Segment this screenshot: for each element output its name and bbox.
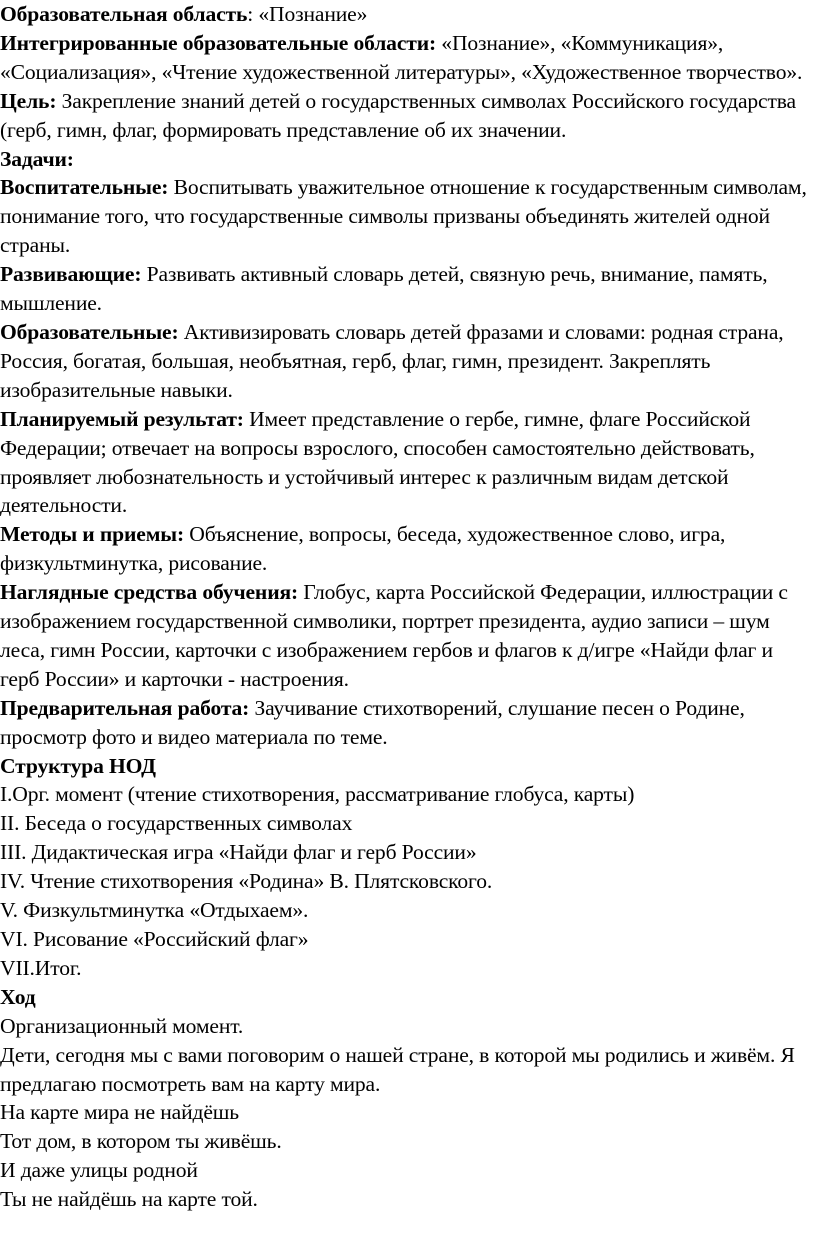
planned-result-label: Планируемый результат:	[0, 406, 244, 431]
upbringing-tasks-paragraph	[0, 173, 816, 260]
planned-result-paragraph	[0, 405, 816, 521]
edu-area-value: : «Познание»	[247, 2, 368, 26]
structure-item: VI. Рисование «Российский флаг»	[0, 927, 309, 951]
integrated-areas-value: «Познание», «Коммуникация», «Социализация», «Чтение художественной литературы», «Художественное творчество».	[0, 30, 803, 84]
edu-area-paragraph	[0, 0, 816, 29]
poem-line: И даже улицы родной	[0, 1158, 198, 1183]
goal-text: Закрепление знаний детей о государственных символах Российского государства (герб, гимн, флаг, формировать представление об их значении.	[0, 88, 796, 142]
methods-paragraph	[0, 520, 816, 578]
upbringing-tasks-text: Воспитывать уважительное отношение к государственным символам, понимание того, что государственные символы призваны объединять жителей одной страны.	[0, 175, 807, 258]
integrated-areas-paragraph	[0, 29, 816, 87]
structure-item: V. Физкультминутка «Отдыхаем».	[0, 898, 309, 923]
methods-text: Объяснение, вопросы, беседа, художественное слово, игра, физкультминутка, рисование.	[0, 522, 726, 576]
developing-tasks-text: Развивать активный словарь детей, связную речь, внимание, память, мышление.	[0, 262, 768, 316]
developing-tasks-paragraph	[0, 260, 816, 318]
structure-heading: Структура НОД	[0, 753, 156, 778]
educational-tasks-label: Образовательные:	[0, 319, 179, 344]
course-line: Организационный момент.	[0, 1013, 244, 1038]
educational-tasks-paragraph	[0, 318, 816, 405]
goal-paragraph	[0, 87, 816, 145]
poem-line: Тот дом, в котором ты живёшь.	[0, 1129, 282, 1154]
structure-item: VII.Итог.	[0, 955, 82, 980]
structure-item: III. Дидактическая игра «Найди флаг и герб России»	[0, 840, 477, 865]
structure-item: II. Беседа о государственных символах	[0, 811, 353, 836]
materials-paragraph	[0, 578, 816, 694]
preliminary-work-paragraph	[0, 694, 816, 752]
poem-line: На карте мира не найдёшь	[0, 1100, 239, 1125]
course-line: Дети, сегодня мы с вами поговорим о нашей стране, в которой мы родились и живём. Я предлагаю посмотреть вам на карту мира.	[0, 1042, 795, 1096]
edu-area-label: Образовательная область	[0, 2, 248, 26]
preliminary-work-label: Предварительная работа:	[0, 695, 250, 720]
structure-item: I.Орг. момент (чтение стихотворения, рассматривание глобуса, карты)	[0, 782, 635, 807]
methods-label: Методы и приемы:	[0, 522, 185, 547]
materials-text: Глобус, карта Российской Федерации, иллюстрации с изображением государственной символики, портрет президента, аудио записи – шум леса, гимн России, карточки с изображением гербов и флагов к д/игре «Найди флаг и герб России» и карточки - настроения.	[0, 580, 788, 691]
educational-tasks-text: Активизировать словарь детей фразами и словами: родная страна, Россия, богатая, большая, необъятная, герб, флаг, гимн, президент. Закреплять изобразительные навыки.	[0, 319, 784, 402]
developing-tasks-label: Развивающие:	[0, 262, 142, 287]
poem-line: Ты не найдёшь на карте той.	[0, 1187, 258, 1212]
preliminary-work-text: Заучивание стихотворений, слушание песен о Родине, просмотр фото и видео материала по теме.	[0, 695, 745, 749]
upbringing-tasks-label: Воспитательные:	[0, 175, 169, 200]
course-heading: Ход	[0, 984, 36, 1009]
planned-result-text: Имеет представление о гербе, гимне, флаге Российской Федерации; отвечает на вопросы взрослого, способен самостоятельно действовать, проявляет любознательность и устойчивый интерес к различным видам детской деятельности.	[0, 406, 755, 518]
materials-label: Наглядные средства обучения:	[0, 580, 299, 605]
goal-label: Цель:	[0, 88, 57, 113]
structure-item: IV. Чтение стихотворения «Родина» В. Плятсковского.	[0, 869, 493, 894]
integrated-areas-label: Интегрированные образовательные области:	[0, 30, 437, 55]
tasks-heading: Задачи:	[0, 146, 74, 171]
